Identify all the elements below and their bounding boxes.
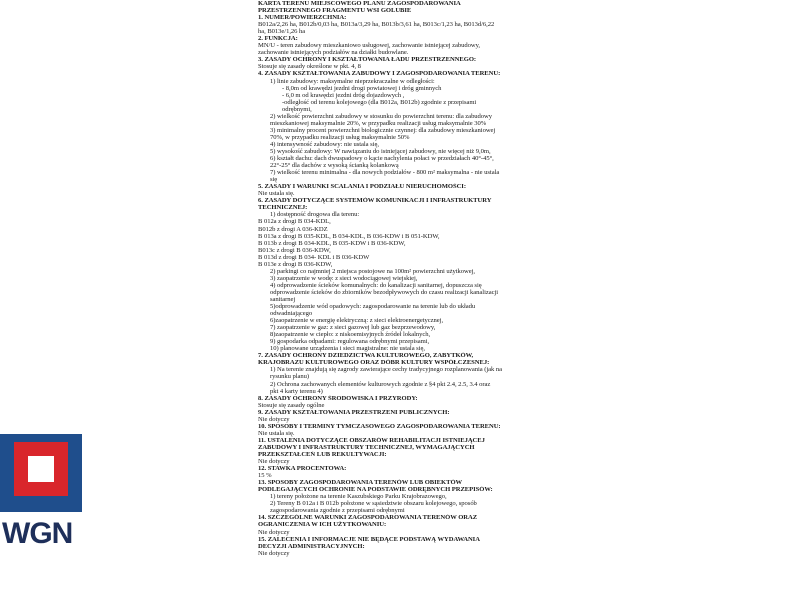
document-line: ha, B013e/1,26 ha [258, 28, 306, 36]
section-heading: 10. SPOSOBY I TERMINY TYMCZASOWEGO ZAGOSPODAROWANIA TERENU: [258, 422, 501, 430]
section-heading: 9. ZASADY KSZTAŁTOWANIA PRZESTRZENI PUBLICZNYCH: [258, 408, 450, 416]
document-line: 2) Ochrona zachowanych elementów kulturowych zgodnie z §4 pkt 2.4, 2.5, 3.4 oraz [270, 380, 491, 388]
logo-white-square [28, 456, 54, 482]
document-line: pkt 4 karty terenu 4) [270, 387, 323, 395]
section-heading: DECYZJI ADMINISTRACYJNYCH: [258, 542, 365, 550]
section-heading: 7. ZASADY OCHRONY DZIEDZICTWA KULTUROWEGO, ZABYTKÓW, [258, 352, 474, 360]
section-heading: KRAJOBRAZU KULTUROWEGO ORAZ DÓBR KULTURY WSPÓŁCZESNEJ: [258, 359, 490, 367]
document-line: B012a/2,26 ha, B012b/0,03 ha, B013a/3,29 ha, B013b/3,61 ha, B013c/1,23 ha, B013d/6,22 [258, 21, 495, 29]
section-heading: 8. ZASADY OCHRONY ŚRODOWISKA I PRZYRODY: [258, 394, 418, 402]
document-line: B 013a z drogi B 035-KDL, B 034-KDL, B 036-KDW i B 051-KDW, [258, 232, 440, 240]
section-heading: 15. ZALECENIA I INFORMACJE NIE BĘDĄCE PODSTAWĄ WYDAWANIA [258, 535, 480, 543]
section-heading: 2. FUNKCJA: [258, 35, 298, 43]
document-line: odprowadzenie ścieków do zbiorników bezodpływowych do czasu realizacji kanalizacji [270, 288, 499, 296]
section-heading: 3. ZASADY OCHRONY I KSZTAŁTOWANIA ŁADU PRZESTRZENNEGO: [258, 56, 477, 64]
document-page [258, 0, 542, 600]
document-line: 15 % [258, 472, 272, 480]
logo-red-square [14, 442, 68, 496]
section-heading: 12. STAWKA PROCENTOWA: [258, 465, 347, 473]
document-line: Nie dotyczy [258, 528, 290, 536]
document-line: 5)odprowadzenie wód opadowych: zagospodarowanie na terenie lub do układu [270, 303, 476, 311]
document-line: 4) odprowadzenie ścieków komunalnych: do kanalizacji sanitarnej, dopuszcza się [270, 281, 482, 289]
document-line: się [270, 176, 278, 184]
section-heading: TECHNICZNEJ: [258, 204, 308, 212]
document-line: 3) zaopatrzenie w wodę: z sieci wodociągowej wiejskiej, [270, 274, 418, 282]
section-heading: KARTA TERENU MIEJSCOWEGO PLANU ZAGOSPODAROWANIA [258, 0, 461, 7]
document-line: 7) wielkość terenu minimalna - dla nowych podziałów - 800 m² maksymalna - nie ustala [270, 169, 500, 177]
document-line: Nie ustala się. [258, 429, 295, 437]
document-line: - 6,0 m od krawędzi jezdni dróg dojazdowych , [282, 91, 405, 99]
wgn-logo [0, 434, 82, 550]
section-heading: PRZESTRZENNEGO FRAGMENTU WSI GOLUBIE [258, 7, 412, 15]
document-line: Nie dotyczy [258, 549, 290, 557]
section-heading: OGRANICZENIA W ICH UŻYTKOWANIU: [258, 521, 387, 529]
document-line: 3) minimalny procent powierzchni biologicznie czynnej: dla zabudowy mieszkaniowej [270, 126, 496, 134]
document-line: 6)zaopatrzenie w energię elektryczną: z sieci elektroenergetycznej, [270, 317, 444, 325]
document-line: mieszkaniowej maksymalnie 20%, w przypadku realizacji usług maksymalnie 30% [270, 119, 487, 127]
document-line: B012b z drogi A 036-KDZ [258, 225, 328, 233]
section-heading: 5. ZASADY I WARUNKI SCALANIA I PODZIAŁU NIERUCHOMOŚCI: [258, 183, 466, 191]
logo-square-icon [0, 434, 82, 512]
document-line: 1) Na terenie znajdują się zagrody zawierające cechy tradycyjnego rozplanowania (jak na [270, 366, 502, 374]
document-line: 70%, w przypadku realizacji usług maksymalnie 50% [270, 133, 410, 141]
section-heading: PRZEKSZTAŁCEŃ LUB REKULTYWACJI: [258, 451, 387, 458]
document-line: 2) wielkość powierzchni zabudowy w stosunku do powierzchni terenu: dla zabudowy [270, 112, 493, 120]
document-line: sanitarnej [270, 295, 296, 303]
document-line: 8)zaopatrzenie w ciepło: z niskoemisyjnych źródeł lokalnych, [270, 331, 431, 339]
document-line: 2) Tereny B 012a i B 012b położone w sąsiedztwie obszaru kolejowego, sposób [270, 500, 477, 508]
document-line: Nie dotyczy [258, 458, 290, 466]
document-line: 9) gospodarka odpadami: regulowana odrębnymi przepisami, [270, 338, 430, 346]
section-heading: 14. SZCZEGÓLNE WARUNKI ZAGOSPODAROWANIA TERENÓW ORAZ [258, 514, 478, 522]
document-line: B 012a z drogi B 034-KDL, [258, 218, 331, 226]
section-heading: 11. USTALENIA DOTYCZĄCE OBSZARÓW REHABILITACJI ISTNIEJĄCEJ [258, 436, 485, 444]
document-line: -odległość od terenu kolejowego (dla B012a, B012b) zgodnie z przepisami [282, 98, 477, 106]
document-line: 6) kształt dachu: dach dwuspadowy o kącie nachylenia połaci w przedziałach 40°-45°, [270, 155, 494, 163]
section-heading: 6. ZASADY DOTYCZĄCE SYSTEMÓW KOMUNIKACJI I INFRASTRUKTURY [258, 197, 492, 205]
document-line: B 013e z drogi B 036-KDW, [258, 260, 333, 268]
document-line: - 8,0m od krawędzi jezdni drogi powiatowej i dróg gminnych [282, 84, 442, 92]
document-line: 4) intensywność zabudowy: nie ustala się, [270, 140, 379, 148]
section-heading: 13. SPOSOBY ZAGOSPODAROWANIA TERENÓW LUB OBIEKTÓW [258, 479, 463, 487]
document-line: odrębnymi, [282, 105, 312, 113]
logo-text: WGN [2, 517, 73, 550]
document-line: 1) tereny położone na terenie Kaszubskiego Parku Krajobrazowego, [270, 493, 447, 501]
document-line: MN/U - teren zabudowy mieszkaniowo usługowej, zachowanie istniejącej zabudowy, [258, 42, 480, 50]
document-line: 5) wysokość zabudowy: W nawiązaniu do istniejącej zabudowy, nie więcej niż 9,0m, [270, 147, 491, 155]
document-line: Stosuje się zasady określone w pkt. 4, 8 [258, 63, 361, 71]
section-heading: 4. ZASADY KSZTAŁTOWANIA ZABUDOWY I ZAGOSPODAROWANIA TERENU: [258, 70, 501, 78]
document-line: 1) linie zabudowy: maksymalne nieprzekraczalne w odległości: [270, 77, 435, 85]
document-line: 7) zaopatrzenie w gaz: z sieci gazowej lub gaz bezprzewodowy, [270, 324, 436, 332]
section-heading: ZABUDOWY I INFRASTRUKTURY TECHNICZNEJ, WYMAGAJĄCYCH [258, 443, 475, 451]
document-line: 1) dostępność drogowa dla terenu: [270, 211, 360, 219]
document-line: 22°-25° dla dachów z wysoką ścianką kolankową [270, 162, 399, 170]
document-line: B 013b z drogi B 034-KDL, B 035-KDW i B 036-KDW, [258, 239, 406, 247]
document-line: B 013d z drogi B 034- KDL i B 036-KDW [258, 253, 370, 261]
document-line: 10) planowane urządzenia i sieci magistralne: nie ustala się, [270, 345, 425, 353]
document-line: zagospodarowania zgodnie z przepisami odrębnymi [270, 507, 405, 515]
document-line: 2) parkingi co najmniej 2 miejsca postojowe na 100m² powierzchni użytkowej, [270, 267, 475, 275]
document-line: Nie ustala się. [258, 190, 295, 198]
document-line: Stosuje się zasady ogólne [258, 401, 325, 409]
document-line: zachowanie istniejących podziałów na działki budowlane. [258, 49, 409, 57]
section-heading: PODLEGAJĄCYCH OCHRONIE NA PODSTAWIE ODRĘBNYCH PRZEPISÓW: [258, 486, 493, 494]
document-line: Nie dotyczy [258, 415, 290, 423]
document-line: rysunku planu) [270, 373, 310, 381]
document-line: B013c z drogi B 036-KDW, [258, 246, 331, 254]
document-line: odwadniającego [270, 310, 313, 318]
section-heading: 1. NUMER/POWIERZCHNIA: [258, 14, 347, 22]
